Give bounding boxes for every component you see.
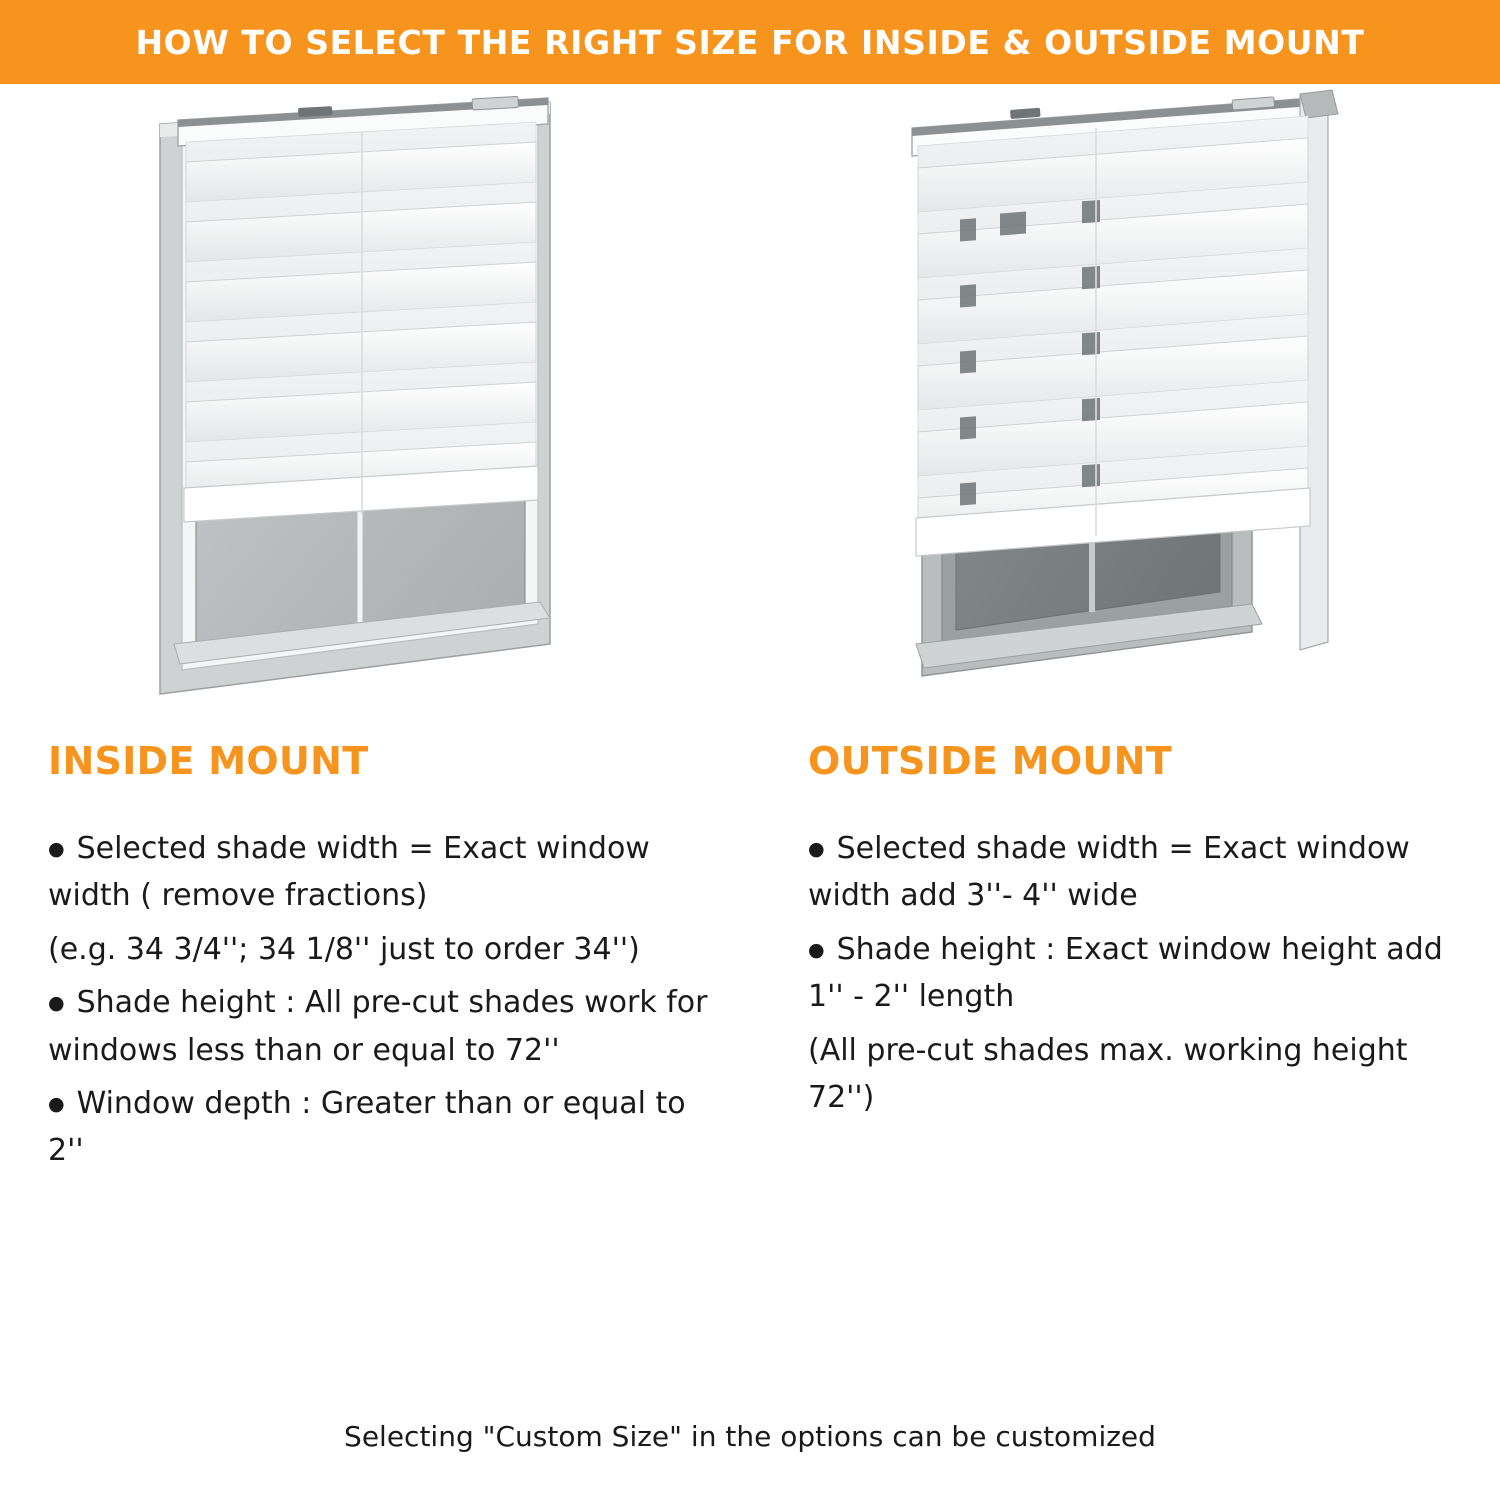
outside-mount-title: OUTSIDE MOUNT <box>808 739 1172 783</box>
mount-instructions <box>0 739 1500 1181</box>
outside-mount-list <box>808 825 1462 1121</box>
list-item: ● Selected shade width = Exact window width ( remove fractions) <box>48 825 720 920</box>
page-title: HOW TO SELECT THE RIGHT SIZE FOR INSIDE & OUTSIDE MOUNT <box>135 22 1365 62</box>
list-item: ● Shade height : All pre-cut shades work for windows less than or equal to 72'' <box>48 979 720 1074</box>
inside-mount-list <box>48 825 720 1175</box>
list-item: ● Selected shade width = Exact window width add 3''- 4'' wide <box>808 825 1462 920</box>
list-item: ● Shade height : Exact window height add 1'' - 2'' length <box>808 926 1462 1021</box>
list-item: (e.g. 34 3/4''; 34 1/8'' just to order 34'') <box>48 931 640 967</box>
illustration-area <box>0 84 1500 739</box>
header-banner <box>0 0 1500 84</box>
inside-mount-column <box>28 739 750 1181</box>
footer-note: Selecting "Custom Size" in the options can be customized <box>344 1420 1156 1453</box>
outside-mount-illustration <box>860 84 1420 739</box>
list-item: (All pre-cut shades max. working height 72'') <box>808 1032 1408 1115</box>
list-item: ● Window depth : Greater than or equal to 2'' <box>48 1080 720 1175</box>
outside-mount-column <box>750 739 1472 1181</box>
inside-mount-illustration <box>120 84 680 739</box>
inside-mount-title: INSIDE MOUNT <box>48 739 369 783</box>
